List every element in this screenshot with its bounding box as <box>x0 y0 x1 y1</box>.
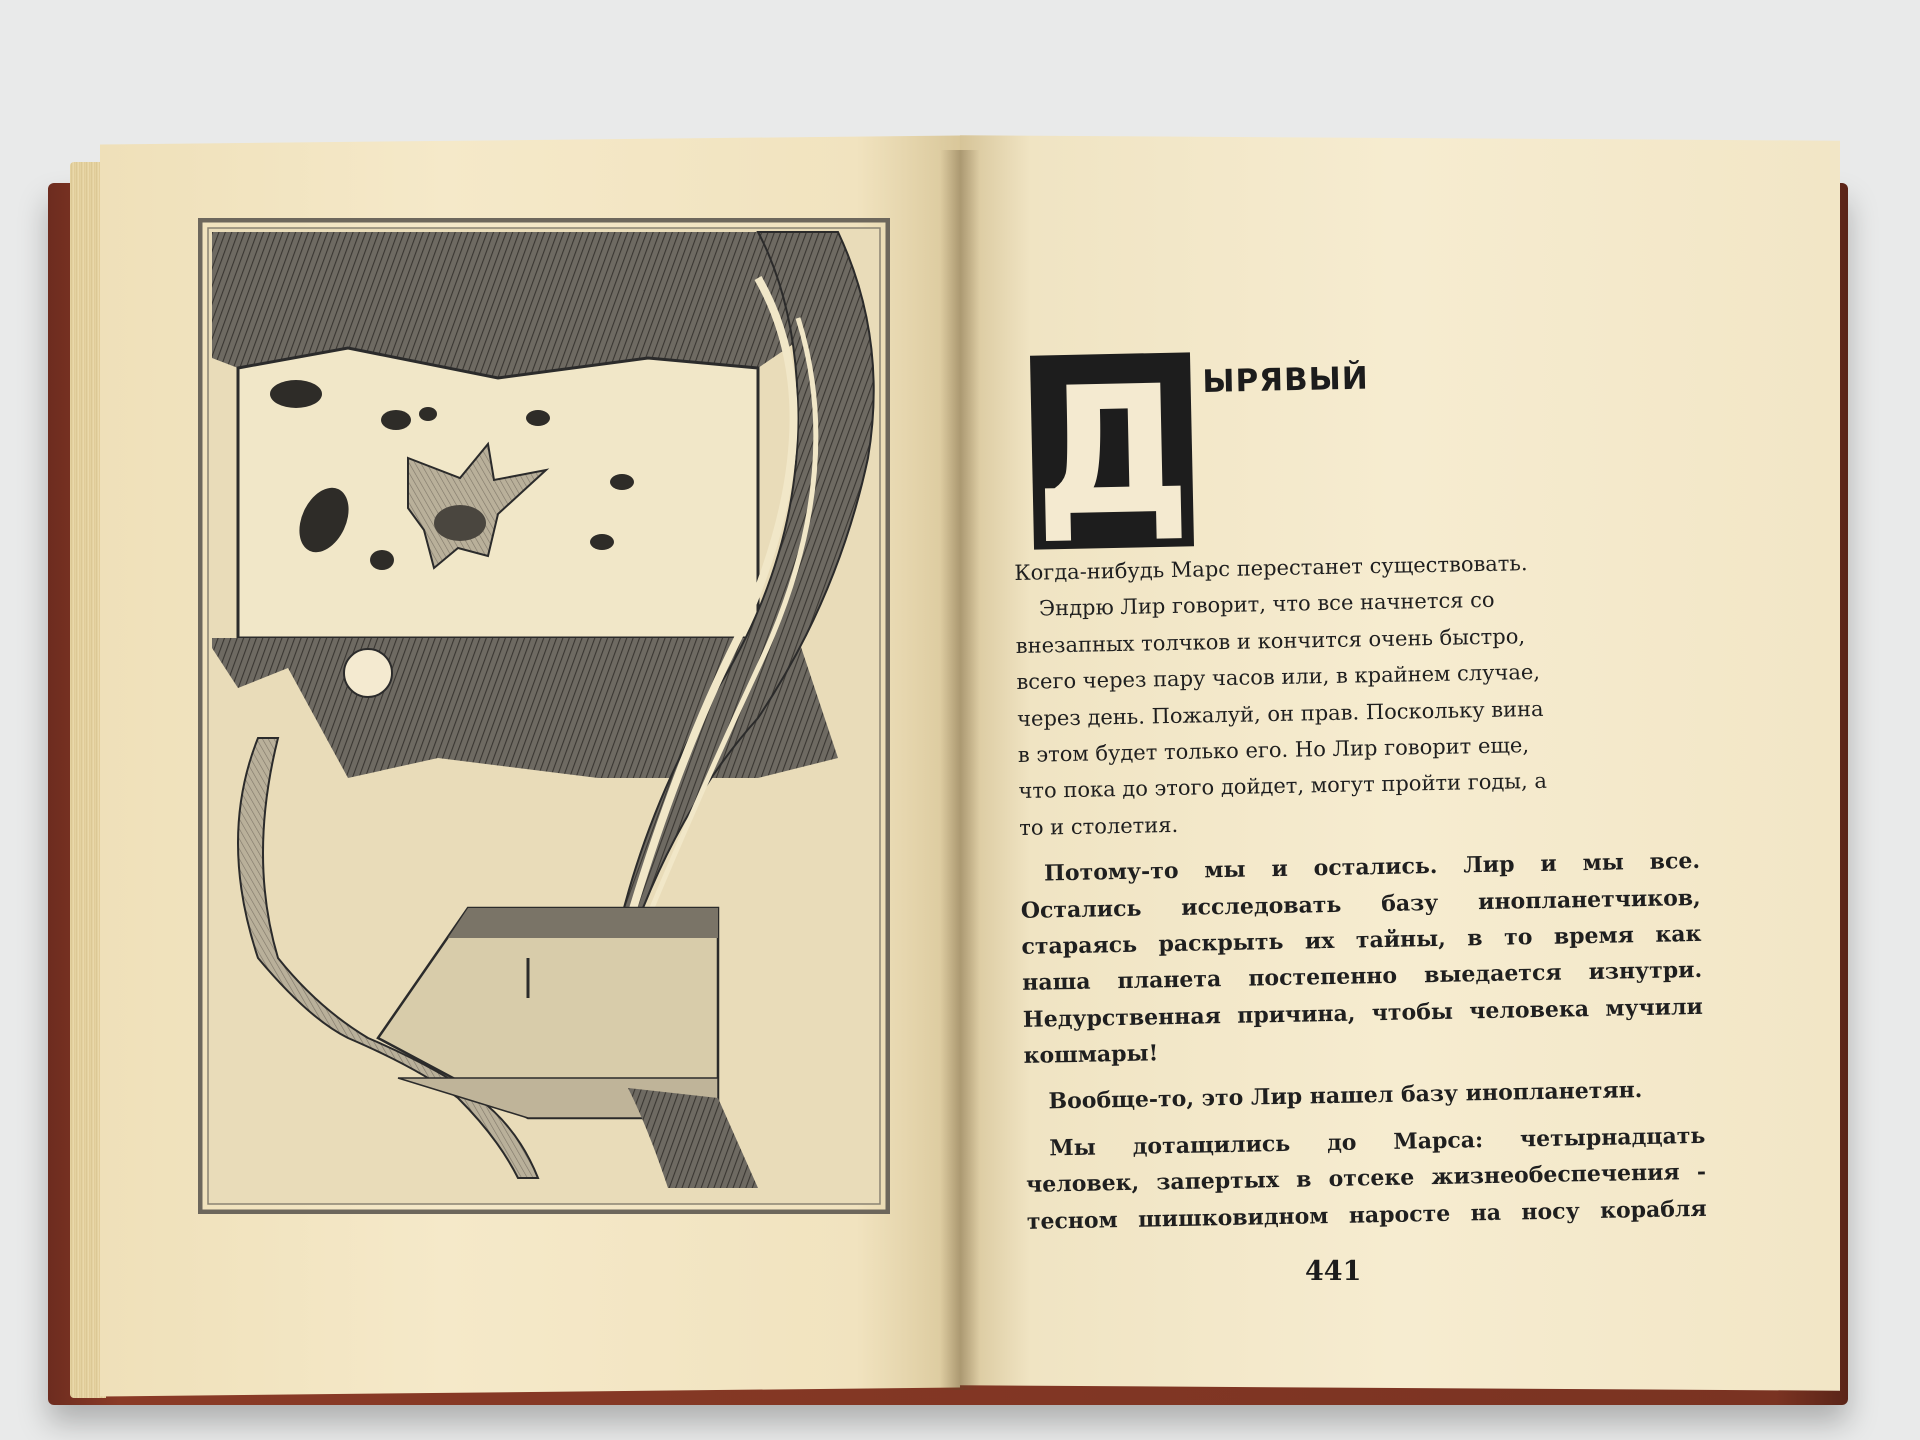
book-gutter <box>940 150 980 1390</box>
text-line: через день. Пожалуй, он прав. Поскольку вина <box>1016 696 1544 731</box>
text-line: всего через пару часов или, в крайнем случае, <box>1016 660 1541 695</box>
blob <box>270 380 322 408</box>
text-line: Вообще-то, это Лир нашел базу инопланетян. <box>1048 1077 1643 1115</box>
text-line: что пока до этого дойдет, могут пройти годы, а <box>1018 769 1548 804</box>
blob <box>381 410 411 430</box>
drop-cap <box>1030 347 1194 556</box>
blob <box>370 550 394 570</box>
text-line: Когда-нибудь Марс перестанет существовать. <box>1014 551 1528 585</box>
text-line: стараясь раскрыть их тайны, в то время как <box>1021 920 1702 960</box>
text-line: тесном шишковидном наросте на носу корабля <box>1026 1195 1707 1235</box>
text-line: кошмары! <box>1023 1040 1159 1069</box>
chapter-title: ЫРЯВЫЙ <box>1202 360 1370 400</box>
text-line: Эндрю Лир говорит, что все начнется со <box>1038 588 1495 621</box>
text-line: Мы дотащились до Марса: четырнадцать <box>1049 1122 1706 1162</box>
white-disc <box>344 649 392 697</box>
text-line: Недурственная причина, чтобы человека мучили <box>1022 993 1704 1033</box>
illustration <box>198 218 890 1214</box>
blob <box>610 474 634 490</box>
blob <box>590 534 614 550</box>
blob <box>419 407 437 421</box>
text-line: в этом будет только его. Но Лир говорит еще, <box>1017 733 1530 767</box>
page-number: 441 <box>1305 1256 1362 1287</box>
text-line: человек, запертых в отсеке жизнеобеспечения - <box>1025 1159 1707 1199</box>
text-line: внезапных толчков и кончится очень быстро, <box>1015 623 1526 658</box>
body-text <box>1014 542 1707 1240</box>
text-line: Потому-то мы и остались. Лир и мы все. <box>1043 848 1701 887</box>
text-line: наша планета постепенно выедается изнутри. <box>1021 957 1703 997</box>
text-line: то и столетия. <box>1019 812 1179 840</box>
blob <box>526 410 550 426</box>
drop-cap-letter: Д <box>1031 347 1193 556</box>
text-line: Остались исследовать базу инопланетчиков, <box>1020 884 1701 924</box>
